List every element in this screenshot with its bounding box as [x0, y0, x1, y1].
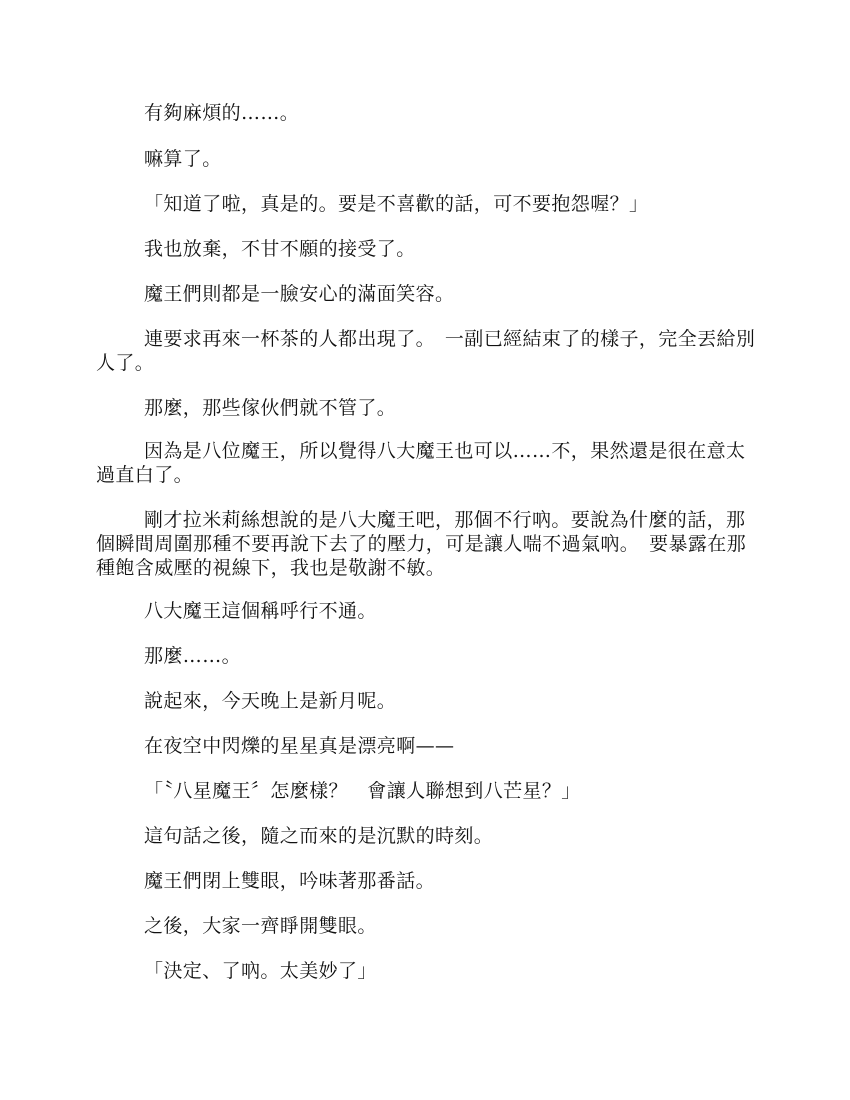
paragraph: 有夠麻煩的……。 [144, 102, 300, 124]
paragraph: 之後，大家一齊睜開雙眼。 [144, 915, 377, 937]
paragraph: 在夜空中閃爍的星星真是漂亮啊—— [144, 735, 455, 757]
paragraph: 我也放棄，不甘不願的接受了。 [144, 238, 416, 260]
paragraph: 那麼，那些傢伙們就不管了。 [144, 397, 397, 419]
paragraph: 「知道了啦，真是的。要是不喜歡的話，可不要抱怨喔？」 [144, 193, 649, 215]
paragraph: 剛才拉米莉絲想說的是八大魔王吧，那個不行吶。要說為什麼的話，那個瞬間周圍那種不要再說下去了的壓力，可是讓人喘不過氣吶。 要暴露在那種飽含威壓的視線下，我也是敬謝不敏。 [96, 509, 747, 579]
paragraph: 這句話之後，隨之而來的是沉默的時刻。 [144, 825, 494, 847]
paragraph: 魔王們則都是一臉安心的滿面笑容。 [144, 283, 455, 305]
paragraph: 說起來，今天晚上是新月呢。 [144, 690, 397, 712]
paragraph: 「決定、了吶。太美妙了」 [144, 960, 377, 982]
paragraph: 八大魔王這個稱呼行不通。 [144, 600, 377, 622]
paragraph: 魔王們閉上雙眼，吟味著那番話。 [144, 870, 436, 892]
paragraph: 那麼……。 [144, 645, 242, 667]
paragraph: 連要求再來一杯茶的人都出現了。 一副已經結束了的樣子，完全丟給別人了。 [96, 328, 756, 374]
paragraph: 「〝八星魔王〞怎麼樣？ 會讓人聯想到八芒星？」 [144, 780, 581, 802]
paragraph: 因為是八位魔王，所以覺得八大魔王也可以……不，果然還是很在意太過直白了。 [96, 440, 746, 486]
paragraph: 嘛算了。 [144, 148, 222, 170]
